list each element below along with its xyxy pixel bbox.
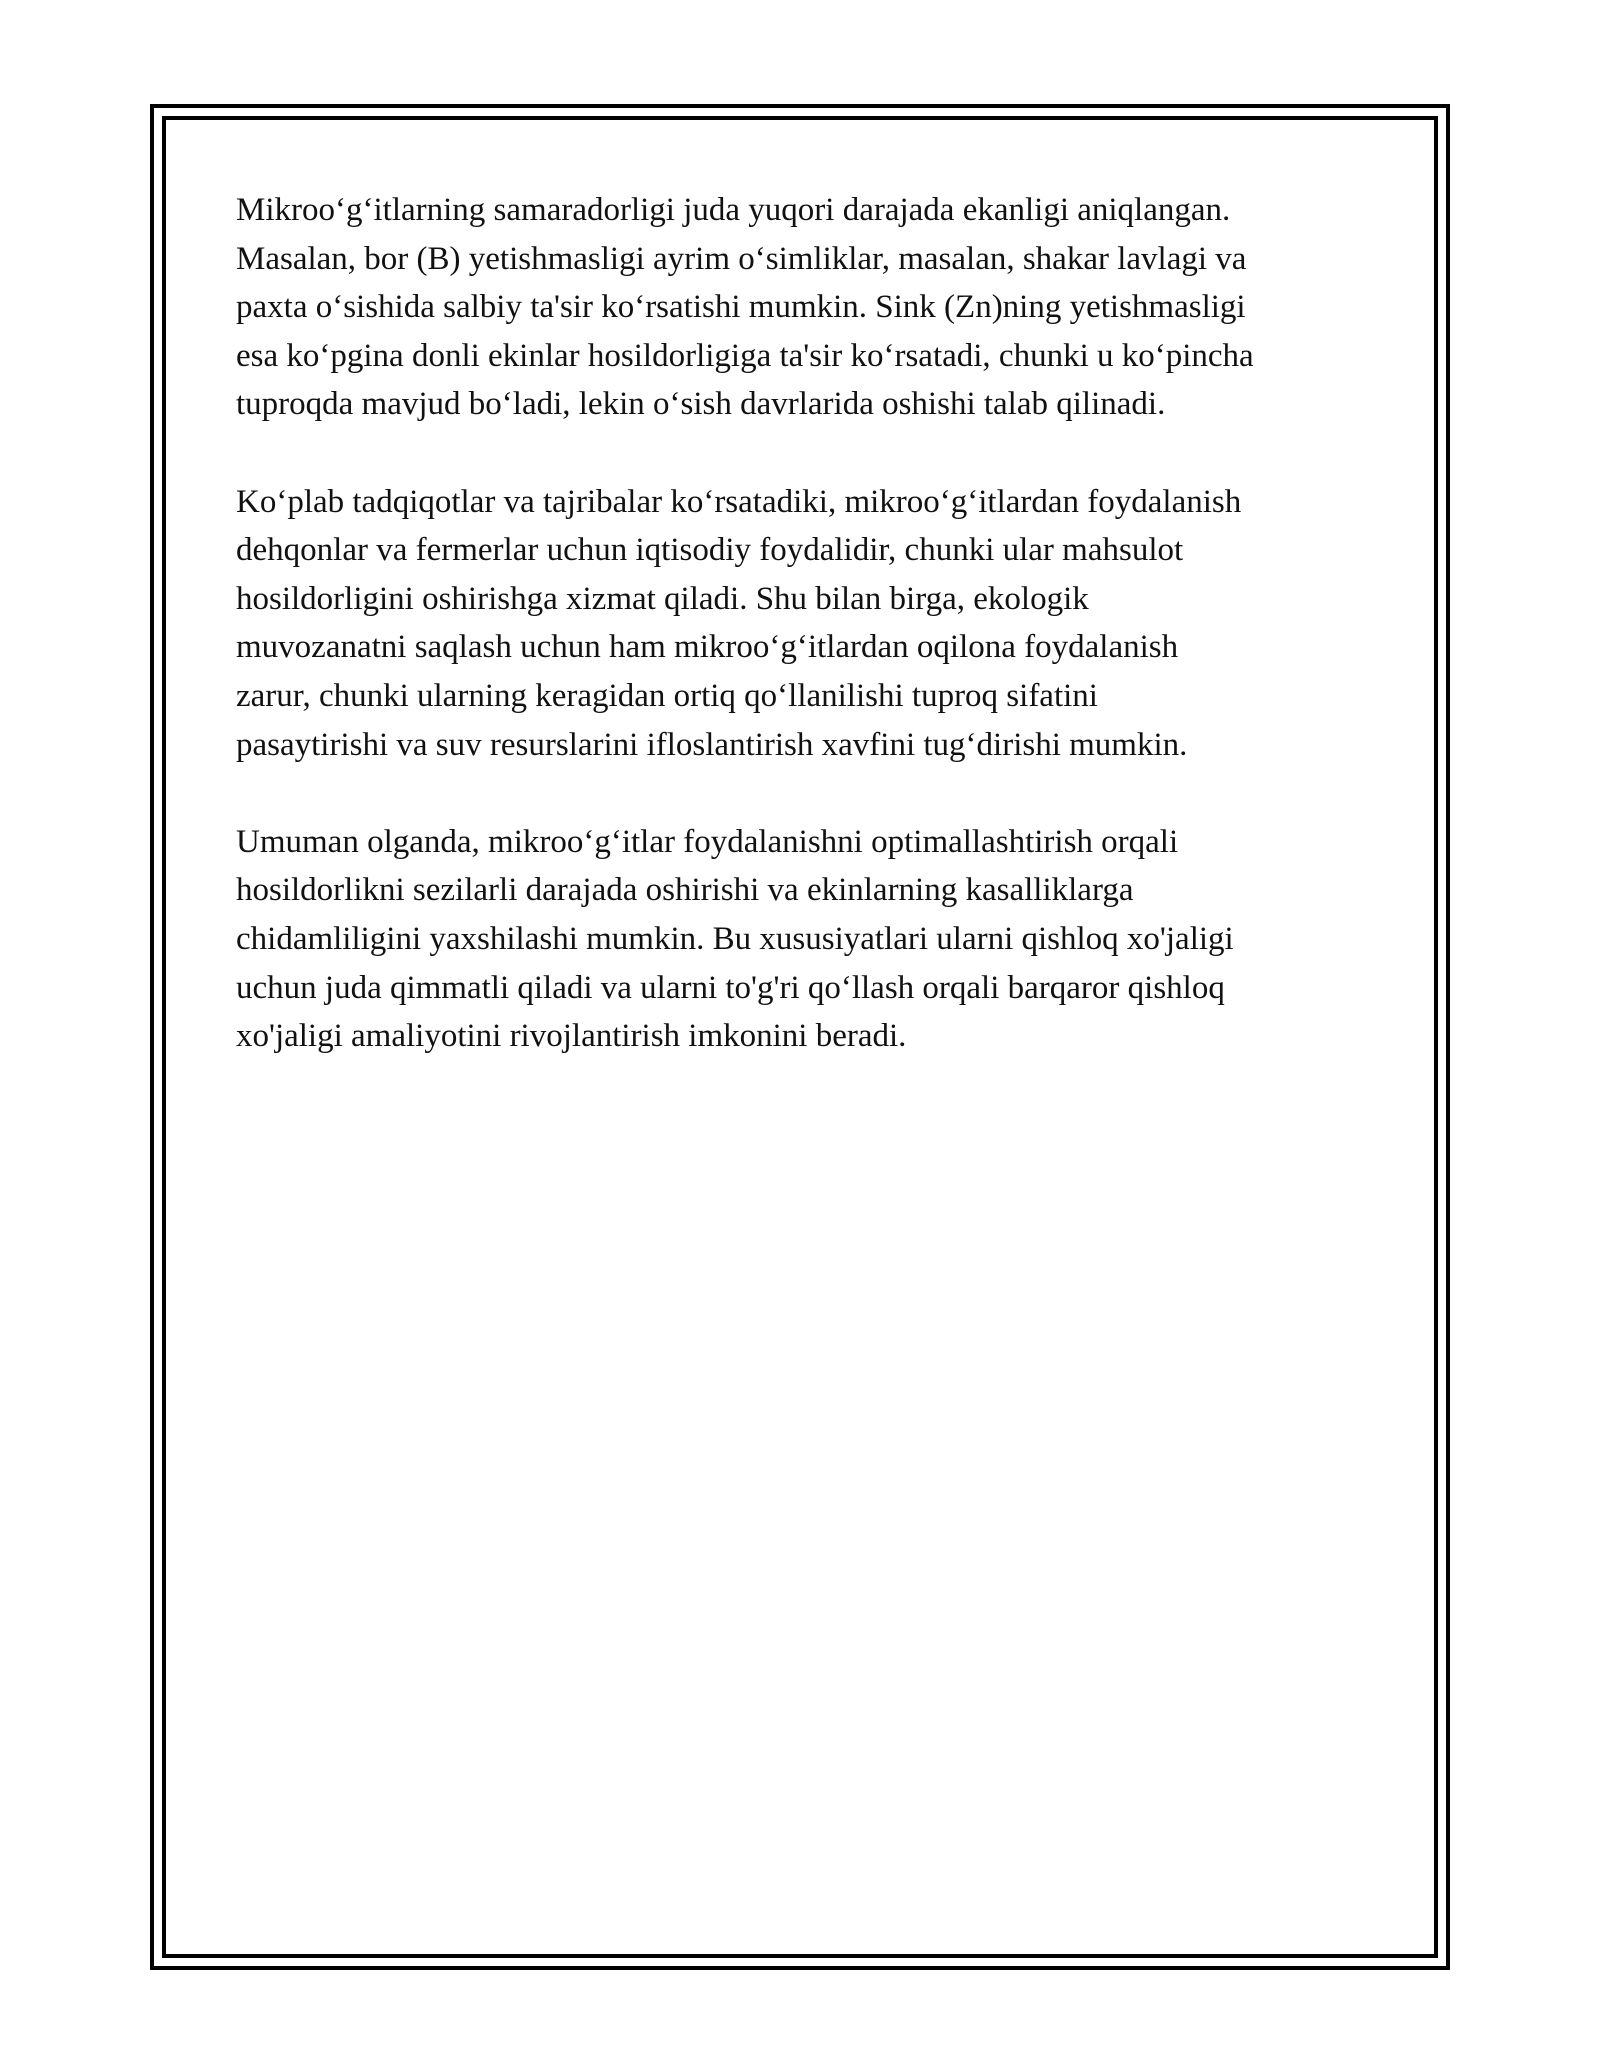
paragraph-line: zarur, chunki ularning keragidan ortiq qo‘llanilishi tuproq sifatini <box>236 677 1098 714</box>
paragraph-line: pasaytirishi va suv resurslarini ifloslantirish xavfini tug‘dirishi mumkin. <box>236 726 1188 763</box>
paragraph-line: hosildorligini oshirishga xizmat qiladi. Shu bilan birga, ekologik <box>236 580 1089 617</box>
paragraph-line: tuproqda mavjud bo‘ladi, lekin o‘sish davrlarida oshishi talab qilinadi. <box>236 386 1166 423</box>
paragraph-line: chidamliligini yaxshilashi mumkin. Bu xususiyatlari ularni qishloq xo'jaligi <box>236 920 1234 957</box>
paragraph-line: xo'jaligi amaliyotini rivojlantirish imkonini beradi. <box>236 1018 907 1055</box>
paragraph-line: Umuman olganda, mikroo‘g‘itlar foydalanishni optimallashtirish orqali <box>236 823 1179 860</box>
document-body <box>236 186 1386 1109</box>
paragraph-line: uchun juda qimmatli qiladi va ularni to'g'ri qo‘llash orqali barqaror qishloq <box>236 969 1225 1006</box>
paragraph-line: Masalan, bor (B) yetishmasligi ayrim o‘simliklar, masalan, shakar lavlagi va <box>236 240 1247 277</box>
paragraph-1 <box>236 186 1386 429</box>
paragraph-line: dehqonlar va fermerlar uchun iqtisodiy foydalidir, chunki ular mahsulot <box>236 532 1184 569</box>
paragraph-line: hosildorlikni sezilarli darajada oshirishi va ekinlarning kasalliklarga <box>236 872 1134 909</box>
paragraph-line: paxta o‘sishida salbiy ta'sir ko‘rsatishi mumkin. Sink (Zn)ning yetishmasligi <box>236 289 1246 326</box>
paragraph-line: Ko‘plab tadqiqotlar va tajribalar ko‘rsatadiki, mikroo‘g‘itlardan foydalanish <box>236 483 1242 520</box>
paragraph-line: muvozanatni saqlash uchun ham mikroo‘g‘itlardan oqilona foydalanish <box>236 629 1179 666</box>
paragraph-line: Mikroo‘g‘itlarning samaradorligi juda yuqori darajada ekanligi aniqlangan. <box>236 192 1231 228</box>
paragraph-line: esa ko‘pgina donli ekinlar hosildorligiga ta'sir ko‘rsatadi, chunki u ko‘pincha <box>236 337 1254 374</box>
paragraph-3 <box>236 818 1386 1061</box>
paragraph-2 <box>236 478 1386 770</box>
